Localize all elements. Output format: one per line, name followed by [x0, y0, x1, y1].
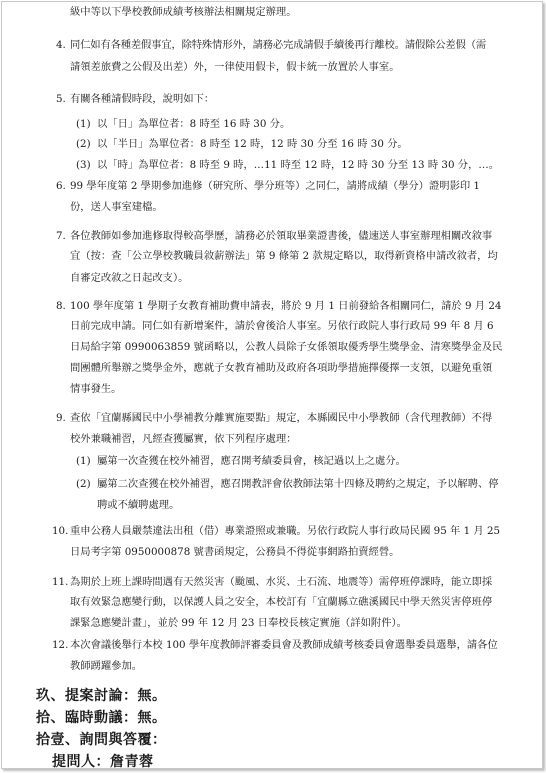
item-9-number: 9.	[56, 412, 66, 424]
item-11-line-1: 為期於上班上課時間遇有天然災害（颱風、水災、土石流、地震等）需停班停課時，能立即採	[70, 576, 493, 588]
item-5-number: 5.	[56, 93, 66, 105]
item-8-line-1: 100 學年度第 1 學期子女教育補助費申請表，將於 9 月 1 日前發給各相關同仁，請於 9 月 24	[70, 300, 502, 312]
item-9-sub-1-text: 屬第一次查獲在校外補習，應召開考績委員會，核記過以上之處分。	[97, 455, 406, 467]
item-10-number: 10.	[52, 525, 69, 537]
item-5-line-1: 有關各種請假時段，說明如下：	[70, 93, 215, 105]
item-6-line-1: 99 學年度第 2 學期參加進修（研究所、學分班等）之同仁，請將成績（學分）證明影印 1	[70, 180, 480, 192]
item-6-line-2: 份，送人事室建檔。	[70, 201, 163, 213]
item-8-line-5: 情事發生。	[70, 383, 122, 395]
item-9-sub-1-number: (1)	[76, 455, 91, 467]
item-12-line-1: 本次會議後舉行本校 100 學年度教師評審委員會及教師成績考核委員會選舉委員選舉，請各位	[70, 639, 498, 651]
item-6-number: 6.	[56, 180, 66, 192]
section-11	[36, 731, 167, 749]
section-value: 無。	[137, 710, 167, 726]
item-4-line-1: 同仁如有各種差假事宜，除特殊情形外，請務必完成請假手續後再行離校。請假除公差假（需	[70, 39, 487, 51]
document-page	[1, 1, 543, 769]
item-9-sub-2-text: 屬第二次查獲在校外補習，應召開教評會依教師法第十四條及聘約之規定，予以解聘、停	[97, 478, 499, 490]
item-10-line-1: 重申公務人員嚴禁違法出租（借）專業證照或兼職。另依行政院人事行政局民國 95 年 1 月 25	[70, 525, 501, 537]
item-11-line-3: 課緊急應變計畫」，並於 99 年 12 月 23 日奉校長核定實施（詳如附件）。	[70, 617, 407, 629]
item-5-sub-3-text: 以「時」為單位者：8 時至 9 時，…11 時至 12 時，12 時 30 分至 13 時 30 分，…。	[97, 159, 499, 171]
item-4-number: 4.	[56, 39, 66, 51]
item-5-sub-1-text: 以「日」為單位者：8 時至 16 時 30 分。	[97, 118, 291, 130]
questioner-name: 詹青蓉	[110, 754, 154, 769]
item-10-line-2: 日局考字第 0950000878 號書函規定，公務員不得從事網路拍賣經營。	[70, 546, 400, 558]
item-11-number: 11.	[52, 576, 69, 588]
item-11-line-2: 取有效緊急應變行動，以保護人員之安全，本校訂有「宜蘭縣立礁溪國民中學天然災害停班停	[70, 596, 493, 608]
section-heading: 拾、臨時動議：	[36, 710, 138, 726]
item-8-line-4: 間團體所舉辦之獎學金外，應就子女教育補助及政府各項助學措施擇優擇一支領，以避免重領	[70, 362, 493, 374]
section-value: 無。	[137, 688, 167, 704]
item-12-line-2: 教師踴躍參加。	[70, 660, 143, 672]
item-7-line-1: 各位教師如參加進修取得較高學歷，請務必於領取畢業證書後，儘速送人事室辦理相關改敘事	[70, 230, 493, 242]
item-8-line-3: 日局給字第 0990063859 號函略以，公教人員除子女係領取優秀學生獎學金、清寒獎學金及民	[70, 341, 503, 353]
item-12-number: 12.	[52, 639, 69, 651]
item-5-sub-1-number: (1)	[76, 118, 91, 130]
section-9	[36, 687, 167, 705]
item-5-sub-3-number: (3)	[76, 159, 91, 171]
item-9-sub-2-number: (2)	[76, 478, 91, 490]
section-heading: 拾壹、詢問與答覆：	[36, 732, 167, 748]
item-5-sub-2-number: (2)	[76, 138, 91, 150]
questioner-label: 提問人：	[52, 754, 110, 769]
item-8-number: 8.	[56, 300, 66, 312]
section-heading: 玖、提案討論：	[36, 688, 138, 704]
item-5-sub-2-text: 以「半日」為單位者：8 時至 12 時，12 時 30 分至 16 時 30 分。	[97, 138, 408, 150]
item-7-line-3: 自審定改敘之日起改支）。	[70, 272, 189, 284]
item-7-line-2: 宜（按：查「公立學校教職員敘薪辦法」第 9 條第 2 款規定略以，取得新資格申請改敘者，均	[70, 250, 498, 262]
section-10	[36, 709, 167, 727]
questioner	[52, 753, 154, 769]
item-9-line-1: 查依「宜蘭縣國民中小學補教分離實施要點」規定，本縣國民中小學教師（含代理教師）不得	[70, 412, 493, 424]
continuation-line: 級中等以下學校教師成績考核辦法相關規定辦理。	[70, 6, 297, 18]
item-7-number: 7.	[56, 230, 66, 242]
item-9-sub-2-continuation: 聘或不續聘處理。	[97, 499, 180, 511]
item-8-line-2: 日前完成申請。同仁如有新增案件，請於會後洽人事室。另依行政院人事行政局 99 年 8 月 6	[70, 320, 494, 332]
item-4-line-2: 請領差旅費之公假及出差）外，一律使用假卡，假卡統一放置於人事室。	[70, 61, 400, 73]
item-9-line-2: 校外兼職補習，凡經查獲屬實，依下列程序處理：	[70, 433, 297, 445]
